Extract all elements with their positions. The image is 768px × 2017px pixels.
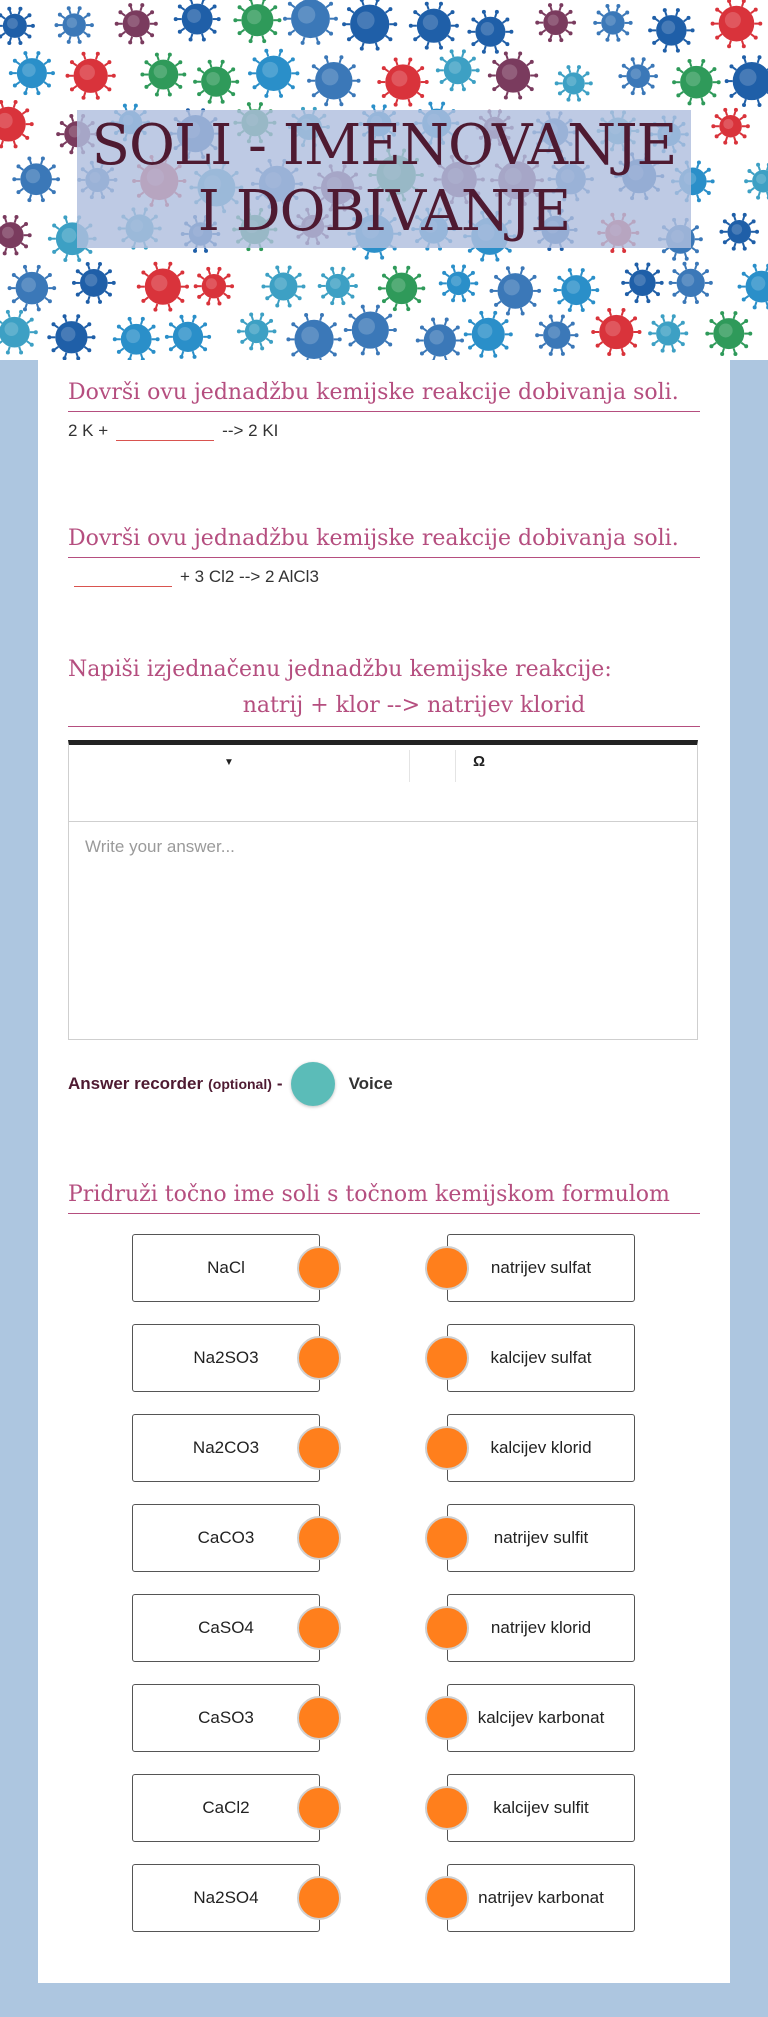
match-row <box>38 1864 730 1934</box>
virus-icon <box>744 163 768 200</box>
q2-blank-input[interactable] <box>74 564 172 587</box>
q1-equation-before: 2 K + <box>68 421 109 440</box>
match-right-connector[interactable] <box>425 1246 469 1290</box>
virus-icon <box>488 51 538 99</box>
caret-down-icon[interactable]: ▼ <box>224 757 234 768</box>
match-right-item[interactable]: natrijev sulfat <box>447 1234 635 1302</box>
virus-icon <box>439 264 479 302</box>
title-box <box>77 110 691 248</box>
virus-icon <box>66 52 116 100</box>
match-row <box>38 1774 730 1844</box>
match-right-connector[interactable] <box>425 1336 469 1380</box>
q3-title-line1: Napiši izjednačenu jednadžbu kemijske reakcije: <box>68 657 612 682</box>
match-right-connector[interactable] <box>425 1426 469 1470</box>
match-left-connector[interactable] <box>297 1426 341 1470</box>
virus-icon <box>12 156 60 202</box>
virus-icon <box>318 267 358 305</box>
match-right-item[interactable]: kalcijev karbonat <box>447 1684 635 1752</box>
match-row <box>38 1414 730 1484</box>
match-right-connector[interactable] <box>425 1696 469 1740</box>
virus-icon <box>0 100 34 148</box>
match-right-item[interactable]: natrijev sulfit <box>447 1504 635 1572</box>
match-row <box>38 1684 730 1754</box>
match-row <box>38 1324 730 1394</box>
match-left-item[interactable]: CaCl2 <box>132 1774 320 1842</box>
virus-icon <box>193 60 239 104</box>
virus-icon <box>283 0 338 45</box>
virus-icon <box>113 317 160 360</box>
q1-equation-after: --> 2 KI <box>222 421 279 440</box>
virus-icon <box>286 313 341 360</box>
virus-icon <box>672 59 721 105</box>
match-left-connector[interactable] <box>297 1246 341 1290</box>
match-row <box>38 1234 730 1304</box>
match-left-item[interactable]: Na2CO3 <box>132 1414 320 1482</box>
match-right-item[interactable]: natrijev klorid <box>447 1594 635 1662</box>
match-right-item[interactable]: kalcijev klorid <box>447 1414 635 1482</box>
omega-icon[interactable]: Ω <box>473 753 486 770</box>
match-left-connector[interactable] <box>297 1786 341 1830</box>
virus-icon <box>72 262 116 304</box>
virus-icon <box>711 108 750 145</box>
match-left-connector[interactable] <box>297 1696 341 1740</box>
virus-icon <box>378 266 425 311</box>
match-right-connector[interactable] <box>425 1876 469 1920</box>
match-right-item[interactable]: kalcijev sulfit <box>447 1774 635 1842</box>
question-2-equation <box>68 564 319 587</box>
answer-recorder <box>68 1062 393 1106</box>
match-left-item[interactable]: Na2SO3 <box>132 1324 320 1392</box>
virus-icon <box>261 266 305 308</box>
virus-icon <box>490 266 542 315</box>
virus-icon <box>535 3 576 42</box>
virus-icon <box>248 49 299 98</box>
virus-icon <box>174 0 221 42</box>
virus-icon <box>165 315 211 359</box>
virus-icon <box>137 262 189 312</box>
toolbar-divider <box>455 750 456 782</box>
recorder-label: Answer recorder <box>68 1074 204 1093</box>
match-left-connector[interactable] <box>297 1606 341 1650</box>
match-right-item[interactable]: natrijev karbonat <box>447 1864 635 1932</box>
answer-textarea[interactable] <box>69 821 697 1039</box>
virus-icon <box>535 314 578 355</box>
match-right-item[interactable]: kalcijev sulfat <box>447 1324 635 1392</box>
virus-icon <box>591 308 641 356</box>
match-left-item[interactable]: CaCO3 <box>132 1504 320 1572</box>
virus-icon <box>0 7 35 45</box>
virus-icon <box>725 55 768 107</box>
virus-icon <box>377 57 428 106</box>
virus-icon <box>115 3 158 44</box>
voice-record-button[interactable] <box>291 1062 335 1106</box>
virus-icon <box>9 51 55 95</box>
question-3-title <box>68 652 700 727</box>
virus-icon <box>648 8 694 52</box>
recorder-optional: (optional) <box>208 1076 272 1092</box>
virus-icon <box>140 53 186 97</box>
virus-icon <box>233 0 281 43</box>
virus-icon <box>54 6 93 44</box>
q2-equation-after: + 3 Cl2 --> 2 AlCl3 <box>180 567 319 586</box>
toolbar-divider <box>409 750 410 782</box>
virus-icon <box>719 213 759 251</box>
editor-toolbar <box>69 745 697 822</box>
virus-icon <box>436 49 480 91</box>
question-2-title: Dovrši ovu jednadžbu kemijske reakcije dobivanja soli. <box>68 526 700 558</box>
virus-icon <box>555 65 593 101</box>
virus-icon <box>416 317 464 360</box>
answer-editor <box>68 740 698 1040</box>
page-title: SOLI - IMENOVANJE I DOBIVANJE <box>91 113 677 244</box>
virus-icon <box>464 311 513 358</box>
match-right-connector[interactable] <box>425 1606 469 1650</box>
voice-label: Voice <box>348 1074 393 1093</box>
worksheet-card <box>38 360 730 1983</box>
virus-icon <box>705 311 752 356</box>
virus-icon <box>0 310 38 355</box>
virus-icon <box>237 312 277 350</box>
question-1-equation <box>68 418 278 441</box>
virus-icon <box>344 305 397 356</box>
question-4-title: Pridruži točno ime soli s točnom kemijskom formulom <box>68 1182 700 1214</box>
virus-icon <box>618 57 658 95</box>
question-1-title: Dovrši ovu jednadžbu kemijske reakcije dobivanja soli. <box>68 380 700 412</box>
virus-icon <box>307 55 360 106</box>
match-left-connector[interactable] <box>297 1336 341 1380</box>
match-row <box>38 1594 730 1664</box>
virus-icon <box>47 314 95 360</box>
virus-icon <box>0 215 32 255</box>
virus-icon <box>648 314 688 352</box>
match-left-item[interactable]: NaCl <box>132 1234 320 1302</box>
virus-icon <box>467 10 513 54</box>
virus-icon <box>669 262 713 304</box>
virus-icon <box>342 0 397 51</box>
virus-icon <box>553 268 599 312</box>
match-left-connector[interactable] <box>297 1516 341 1560</box>
virus-icon <box>194 267 234 306</box>
virus-icon <box>711 0 763 48</box>
match-right-connector[interactable] <box>425 1786 469 1830</box>
match-row <box>38 1504 730 1574</box>
virus-icon <box>738 264 768 310</box>
q3-title-line2: natrij + klor --> natrijev klorid <box>242 693 586 718</box>
virus-icon <box>593 4 632 42</box>
virus-icon <box>8 265 57 311</box>
q1-blank-input[interactable] <box>116 418 214 441</box>
match-left-item[interactable]: Na2SO4 <box>132 1864 320 1932</box>
match-left-connector[interactable] <box>297 1876 341 1920</box>
header-banner <box>0 0 768 360</box>
virus-icon <box>409 2 459 50</box>
match-left-item[interactable]: CaSO3 <box>132 1684 320 1752</box>
match-left-item[interactable]: CaSO4 <box>132 1594 320 1662</box>
virus-icon <box>621 263 663 304</box>
match-right-connector[interactable] <box>425 1516 469 1560</box>
recorder-dash: - <box>276 1074 283 1093</box>
